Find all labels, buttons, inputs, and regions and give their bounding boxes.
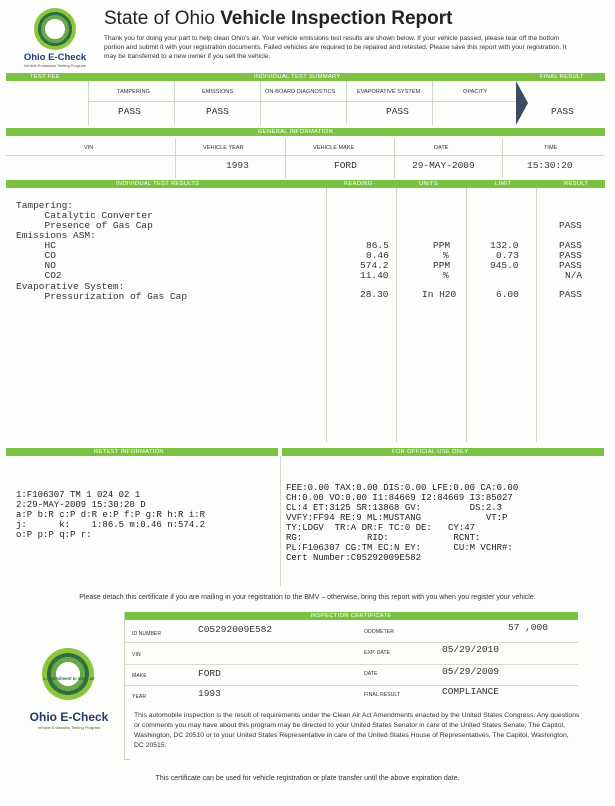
result-units: % [443,250,449,261]
cert-final-result-value: COMPLIANCE [442,686,500,697]
result-units: In H20 [422,289,457,300]
divider [346,81,347,125]
ohio-echeck-logo [22,8,88,70]
evap-result: PASS [386,106,409,117]
result-limit: 6.00 [496,289,519,300]
official-use-bar [282,448,604,456]
retest-bar [6,448,278,456]
result-name: Presence of Gas Cap [16,220,153,231]
result-status: PASS [559,220,582,231]
cert-final-result-label: FINAL RESULT [364,692,401,698]
result-name: HC [16,240,56,251]
divider [88,81,89,125]
divider [285,138,286,178]
units-col-label: UNITS [419,181,438,187]
test-date-value: 29-MAY-2009 [412,160,475,171]
divider [260,81,261,125]
result-limit: 132.0 [490,240,519,251]
vehicle-year-value: 1993 [226,160,249,171]
divider [124,685,578,686]
vin-label: VIN [132,652,141,658]
result-name: Catalytic Converter [16,210,153,221]
divider [175,138,176,178]
echeck-swirl-icon [34,8,76,50]
year-col-label: VEHICLE YEAR [203,145,244,151]
retest-line: 1:F106307 TM 1 024 02 1 [16,490,141,500]
final-result-value: PASS [551,106,574,117]
result-units: % [443,270,449,281]
test-fee-label: TEST FEE [30,74,60,80]
divider [432,81,433,125]
divider [536,188,537,442]
tampering-col-label: TAMPERING [117,89,150,95]
emissions-col-label: EMISSIONS [202,89,234,95]
obd-col-label: ON-BOARD DIAGNOSTICS [265,89,336,95]
make-label: MAKE [132,673,147,679]
report-title [104,8,452,30]
result-status: PASS [559,240,582,251]
result-status: PASS [559,260,582,271]
inspection-certificate [124,612,578,706]
divider [396,188,397,442]
result-units: PPM [433,260,451,271]
result-name: Evaporative System: [16,281,125,292]
result-name: NO [16,260,56,271]
exp-date-value: 05/29/2010 [442,644,500,655]
evap-col-label: EVAPORATIVE SYSTEM [357,89,421,95]
general-info-label: GENERAL INFORMATION [258,129,333,135]
divider [88,101,516,102]
test-time-value: 15:30:20 [527,160,573,171]
limit-col-label: LIMIT [495,181,512,187]
results-label: INDIVIDUAL TEST RESULTS [116,181,200,187]
divider [326,188,327,442]
title-plain: State of Ohio [104,8,221,29]
result-limit: 0.73 [496,250,519,261]
divider [6,155,604,156]
result-reading: 574.2 [360,260,389,271]
intro-text: Thank you for doing your part to help clean Ohio's air. Your vehicle emissions test results are shown below. If your vehicle passed, please tear off the bottom portion and submit it with your registration documents. Failed vehicles are required to be repaired and retested. Please save this report with your registration. It may be transferred to a new owner if you sell the vehicle. [104,35,567,60]
divider [124,664,578,665]
official-line: CH:0.00 VO:0.00 I1:84669 I2:84669 I3:85027 [286,493,513,503]
result-units: PPM [433,240,451,251]
ohio-echeck-logo-large [24,648,114,738]
official-line: PL:F106307 CG:TM EC:N EY: CU:M VCHR#: [286,543,513,553]
odometer-value: 57 ,000 [508,622,548,633]
result-reading: 28.30 [360,289,389,300]
divider [502,138,503,178]
result-col-label: RESULT [564,181,589,187]
logo-subtitle: Vehicle Emissions Testing Program [23,63,87,68]
logo-subtitle: Vehicle Emissions Testing Program [37,725,101,730]
official-line: TY:LDGV TR:A DR:F TC:0 DE: CY:47 [286,523,476,533]
echeck-swirl-icon [42,648,94,700]
certificate-header: INSPECTION CERTIFICATE [124,612,578,620]
general-info-bar [6,128,605,136]
retest-line: j: k: 1:86.5 m:0.46 n:574.2 [16,520,206,530]
official-line: VVFY:FF94 RE:9 ML:MUSTANG VT:P [286,513,508,523]
summary-bar [6,73,605,81]
result-name: CO2 [16,270,62,281]
result-status: PASS [559,289,582,300]
divider [124,642,578,643]
result-reading: 0.46 [366,250,389,261]
result-status: PASS [559,250,582,261]
emissions-result: PASS [206,106,229,117]
make-value: FORD [198,668,221,679]
official-line: FEE:0.00 TAX:0.00 DIS:0.00 LFE:0.00 CA:0.00 [286,483,519,493]
year-label: YEAR [132,694,147,700]
footer-note: This certificate can be used for vehicle registration or plate transfer until the above expiration date. [155,775,460,782]
id-number-value: C05292009E582 [198,624,273,635]
logo-name: Ohio E-Check [29,710,109,724]
id-number-label: ID NUMBER [132,631,162,637]
title-bold: Vehicle Inspection Report [220,8,453,29]
result-status: N/A [565,270,583,281]
official-use-label: FOR OFFICIAL USE ONLY [392,449,469,455]
cert-date-value: 05/29/2009 [442,666,500,677]
retest-line: a:P b:R c:P d:R e:P f:P g:R h:R i:R [16,510,206,520]
exp-date-label: EXP. DATE [364,650,391,656]
result-limit: 945.0 [490,260,519,271]
divider [394,138,395,178]
result-name: Tampering: [16,200,74,211]
vin-col-label: VIN [84,145,94,151]
logo-name: Ohio E-Check [23,52,87,63]
make-col-label: VEHICLE MAKE [313,145,355,151]
result-reading: 86.5 [366,240,389,251]
official-line: CL:4 ET:3125 SR:13868 GV: DS:2.3 [286,503,503,513]
logo-tagline: a commitment to clean air [43,676,95,681]
tampering-result: PASS [118,106,141,117]
divider [280,456,281,586]
result-reading: 11.40 [360,270,389,281]
divider [174,81,175,125]
official-line: Cert Number:C05292009E582 [286,553,422,563]
odometer-label: ODOMETER [364,629,394,635]
certificate-border [124,612,130,760]
retest-line: o:P p:P q:P r: [16,530,92,540]
results-bar [6,180,605,188]
official-line: RG: RID: RCNT: [286,533,481,543]
cert-date-label: DATE [364,671,378,677]
retest-line: 2:29-MAY-2009 15:30:20 D [16,500,146,510]
test-summary-label: INDIVIDUAL TEST SUMMARY [254,74,341,80]
divider [466,188,467,442]
detach-instruction: Please detach this certificate if you are mailing in your registration to the BMV – otherwise, bring this report with you when you register your vehicle. [79,594,536,601]
year-value: 1993 [198,688,221,699]
opacity-col-label: OPACITY [463,89,488,95]
final-result-arrow-icon [516,81,528,125]
result-name: Pressurization of Gas Cap [16,291,188,302]
vehicle-make-value: FORD [334,160,357,171]
result-name: Emissions ASM: [16,230,96,241]
final-result-label: FINAL RESULT [540,74,584,80]
reading-col-label: READING [344,181,373,187]
time-col-label: TIME [544,145,558,151]
legal-notice: This automobile inspection is the result of requirements under the Clean Air Act Amendments enacted by the United States Congress. Any questions or comments you may have about this program may be directed to your United States Senator in care of the United States Senate, The Capitol, Washington, DC 20510 or to your United States Representative in care of the United States House of Representatives, The Capitol, Washington, DC 20515. [134,712,580,749]
date-col-label: DATE [434,145,449,151]
retest-label: RETEST INFORMATION [94,449,164,455]
result-name: CO [16,250,56,261]
